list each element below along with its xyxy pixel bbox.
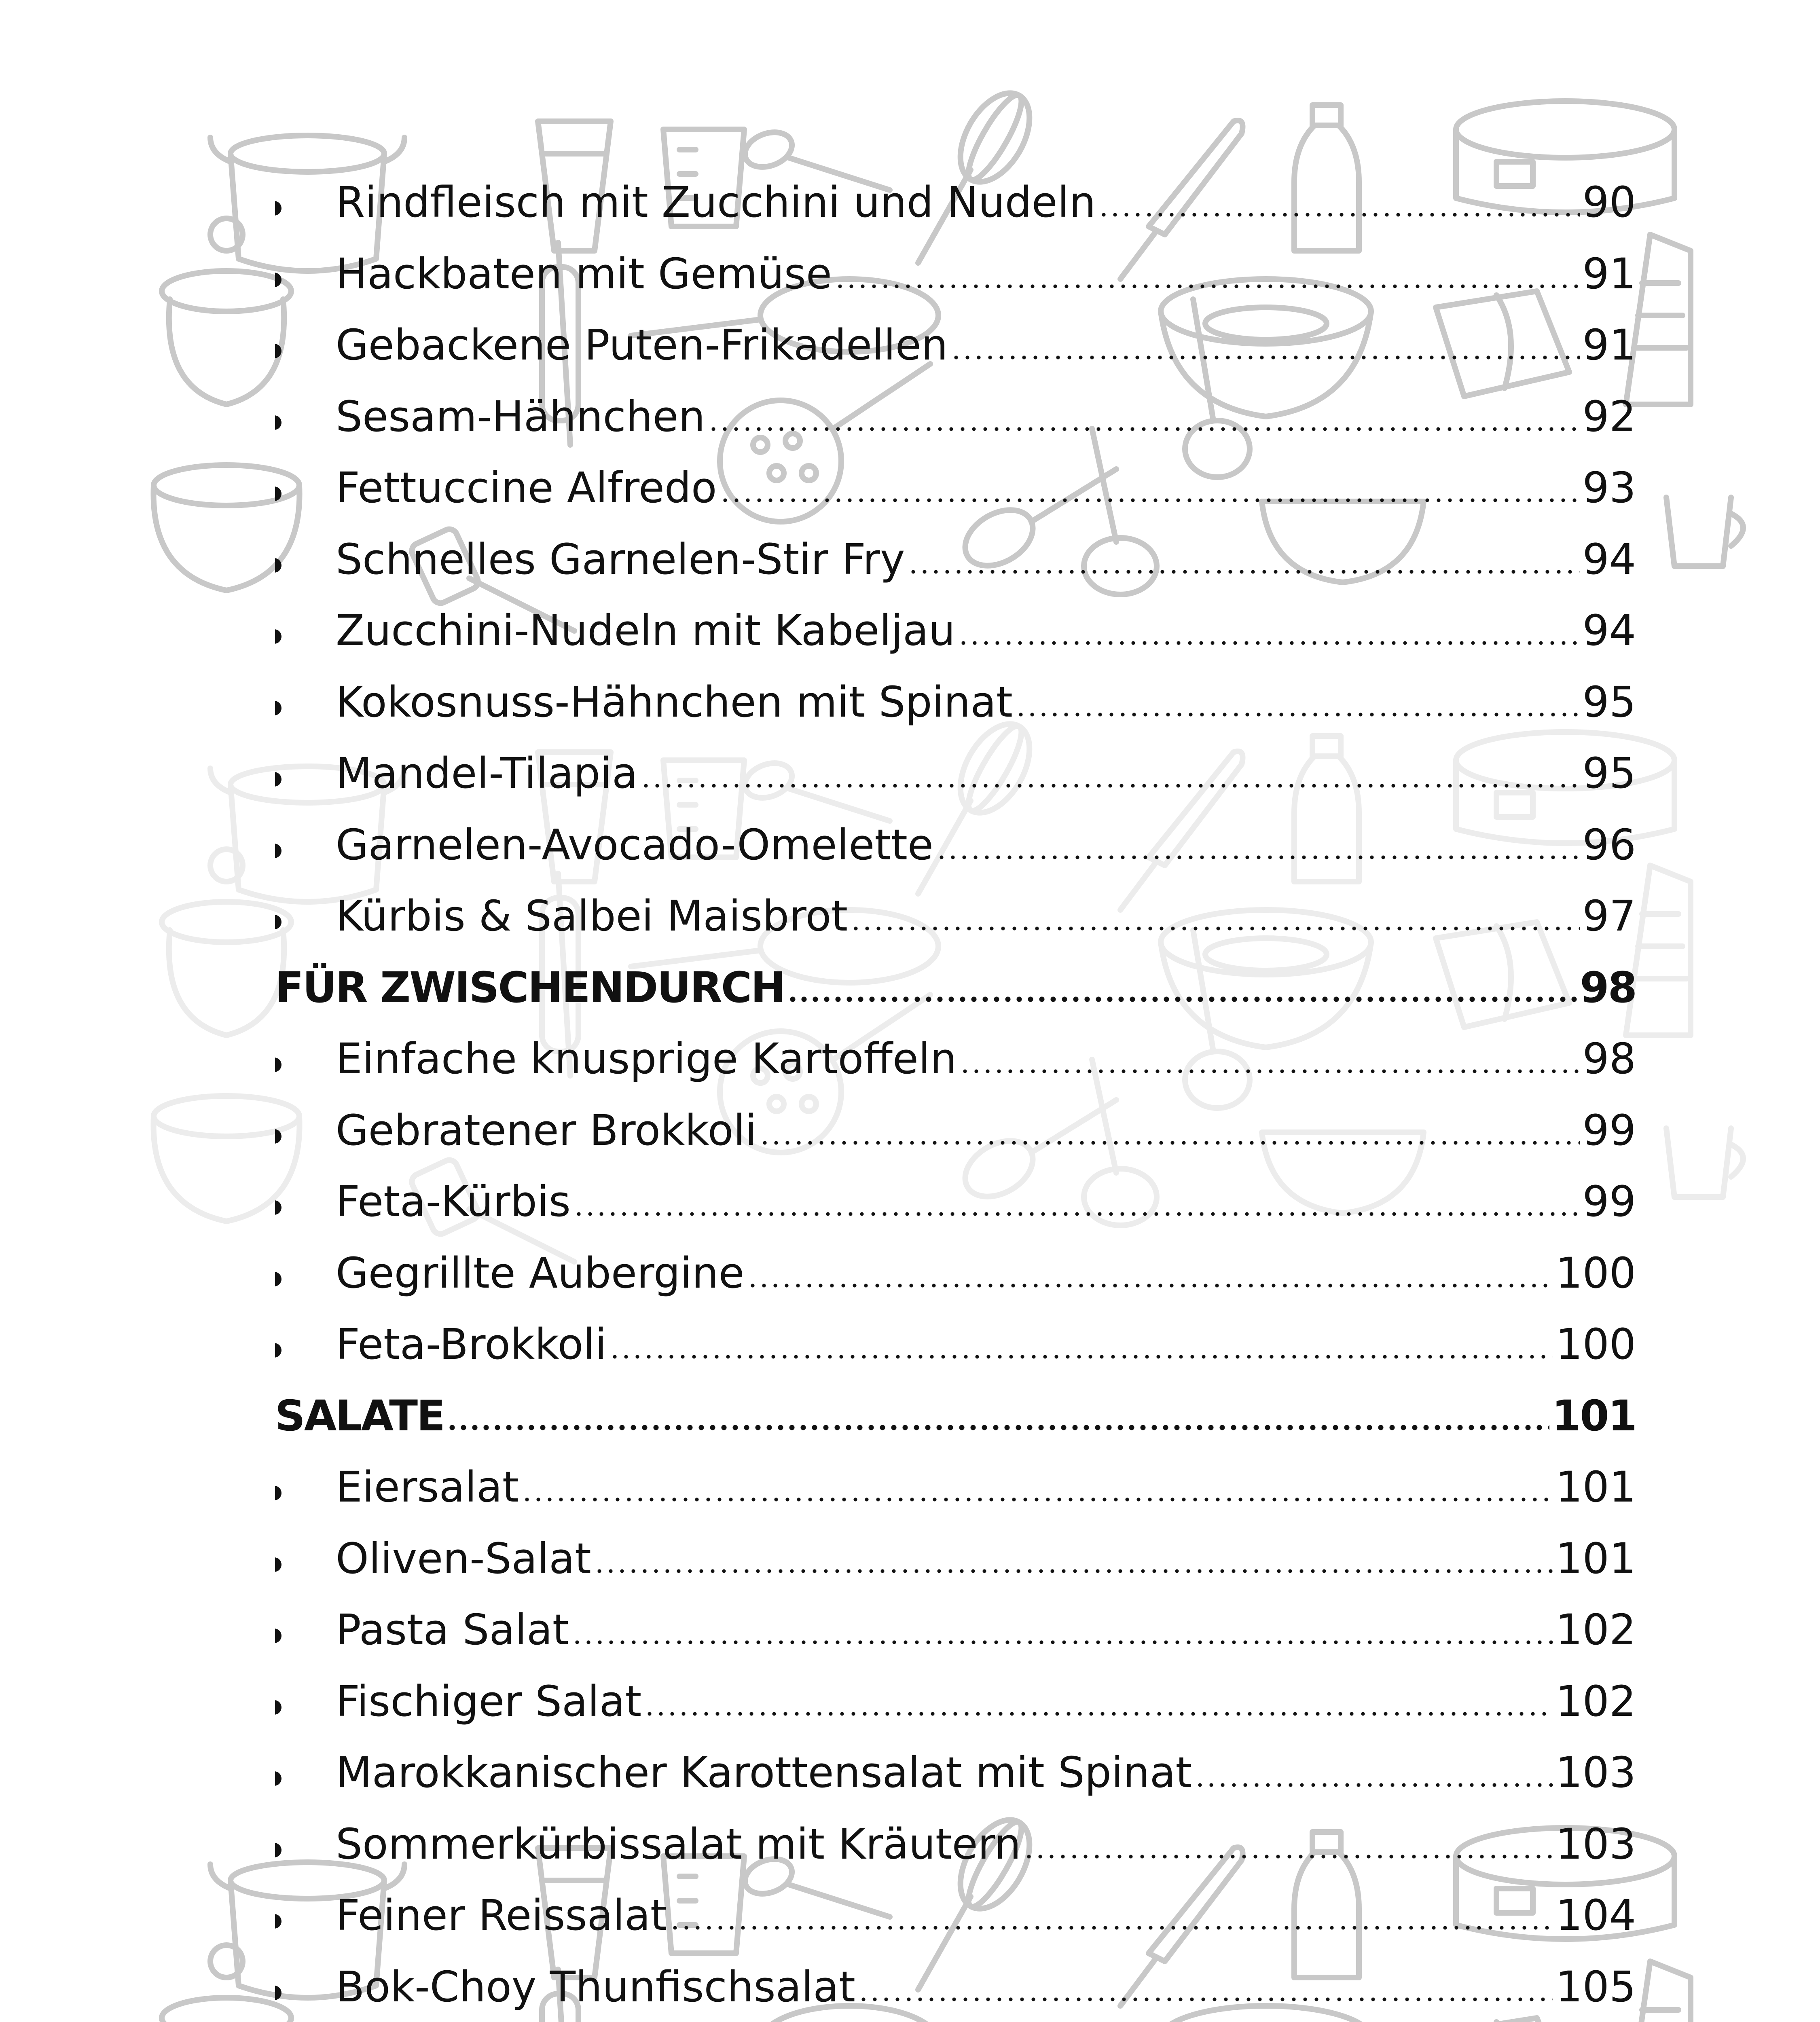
toc-entry-title: Sesam-Hähnchen	[336, 392, 705, 442]
dot-leader	[950, 355, 1580, 360]
dot-leader	[571, 1640, 1553, 1645]
dot-leader	[936, 855, 1580, 860]
toc-page-number: 90	[1582, 178, 1636, 227]
toc-page-number: 95	[1582, 749, 1636, 798]
toc-entry-title: Marokkanischer Karottensalat mit Spinat	[336, 1748, 1192, 1798]
dot-leader	[720, 498, 1580, 503]
toc-entry[interactable]	[275, 1452, 1636, 1512]
toc-entry-title: Fettuccine Alfredo	[336, 463, 717, 513]
dot-leader	[747, 1283, 1553, 1288]
dot-leader	[521, 1497, 1553, 1502]
toc-page-number: 102	[1555, 1605, 1636, 1655]
toc-entry[interactable]	[275, 1737, 1636, 1798]
toc-page-number: 91	[1582, 320, 1636, 370]
dot-leader	[1015, 712, 1580, 717]
toc-entry-title: Kürbis & Salbei Maisbrot	[336, 891, 848, 941]
toc-entry[interactable]	[275, 1238, 1636, 1299]
toc-page-number: 94	[1582, 606, 1636, 656]
toc-entry-title: Eiersalat	[336, 1462, 519, 1512]
toc-entry-title: Garnelen-Avocado-Omelette	[336, 820, 933, 870]
toc-page-number: 102	[1555, 1677, 1636, 1726]
dot-leader	[850, 926, 1580, 931]
toc-page-number: 101	[1555, 1534, 1636, 1584]
toc-entry-title: Kokosnuss-Hähnchen mit Spinat	[336, 677, 1013, 727]
toc-entry-title: Feiner Reissalat	[336, 1891, 667, 1940]
toc-entry[interactable]	[275, 1095, 1636, 1156]
dot-leader	[834, 284, 1580, 289]
toc-entry-title: Feta-Kürbis	[336, 1177, 571, 1227]
dot-leader	[858, 1997, 1553, 2002]
dot-leader	[958, 641, 1580, 645]
toc-entry-title: Zucchini-Nudeln mit Kabeljau	[336, 606, 955, 656]
toc-entry[interactable]	[275, 381, 1636, 442]
toc-entry-title: Feta-Brokkoli	[336, 1320, 607, 1369]
toc-entry[interactable]	[275, 1309, 1636, 1370]
dot-leader	[447, 1424, 1549, 1431]
dot-leader	[1023, 1854, 1553, 1859]
toc-page-number: 100	[1555, 1320, 1636, 1369]
toc-entry[interactable]	[275, 1166, 1636, 1227]
dot-leader	[959, 1069, 1580, 1074]
toc-entry[interactable]	[275, 524, 1636, 585]
toc-page-number: 105	[1555, 1962, 1636, 2012]
toc-entry-title: SALATE	[275, 1391, 444, 1441]
toc-entry[interactable]	[275, 1880, 1636, 1941]
dot-leader	[644, 1711, 1553, 1716]
dot-leader	[708, 427, 1580, 431]
toc-page-number: 98	[1580, 963, 1636, 1013]
toc-entry[interactable]	[275, 239, 1636, 299]
toc-page-number: 91	[1582, 249, 1636, 299]
dot-leader	[759, 1140, 1580, 1145]
toc-entry-title: Mandel-Tilapia	[336, 749, 638, 798]
toc-entry-title: Pasta Salat	[336, 1605, 569, 1655]
dot-leader	[609, 1354, 1553, 1359]
toc-entry[interactable]	[275, 810, 1636, 870]
toc-page-number: 92	[1582, 392, 1636, 442]
toc-entry-title: Gegrillte Aubergine	[336, 1248, 745, 1298]
toc-page-number: 101	[1555, 1462, 1636, 1512]
toc-entry-title: Schnelles Garnelen-Stir Fry	[336, 535, 905, 584]
toc-section-heading[interactable]	[275, 952, 1636, 1013]
toc-page-number: 98	[1582, 1034, 1636, 1084]
toc-page-number: 101	[1551, 1391, 1636, 1441]
dot-leader	[1098, 212, 1580, 217]
toc-entry-title: FÜR ZWISCHENDURCH	[275, 963, 785, 1013]
toc-page-number: 99	[1582, 1106, 1636, 1155]
toc-page-number: 93	[1582, 463, 1636, 513]
toc-entry-title: Hackbaten mit Gemüse	[336, 249, 832, 299]
toc-entry[interactable]	[275, 667, 1636, 728]
dot-leader	[1194, 1783, 1553, 1787]
toc-page-number: 103	[1555, 1819, 1636, 1869]
toc-entry-title: Bok-Choy Thunfischsalat	[336, 1962, 855, 2012]
toc-entry[interactable]	[275, 1809, 1636, 1870]
toc-entry-title: Rindfleisch mit Zucchini und Nudeln	[336, 178, 1096, 227]
toc-entry-title: Sommerkürbissalat mit Kräutern	[336, 1819, 1021, 1869]
toc-entry[interactable]	[275, 881, 1636, 941]
toc-entry-title: Einfache knusprige Kartoffeln	[336, 1034, 957, 1084]
toc-entry[interactable]	[275, 738, 1636, 799]
dot-leader	[573, 1212, 1580, 1216]
toc-page-number: 104	[1555, 1891, 1636, 1940]
toc-entry[interactable]	[275, 1666, 1636, 1727]
toc-entry-title: Oliven-Salat	[336, 1534, 591, 1584]
toc-entry[interactable]	[275, 167, 1636, 228]
toc-entry[interactable]	[275, 1523, 1636, 1584]
toc-entry-title: Gebackene Puten-Frikadellen	[336, 320, 948, 370]
toc-entry[interactable]	[275, 595, 1636, 656]
dot-leader	[640, 783, 1580, 788]
toc-page-number: 99	[1582, 1177, 1636, 1227]
toc-page-number: 94	[1582, 535, 1636, 584]
toc-entry[interactable]	[275, 453, 1636, 513]
toc-entry[interactable]	[275, 1595, 1636, 1655]
toc-entry-title: Fischiger Salat	[336, 1677, 642, 1726]
dot-leader	[787, 996, 1577, 1003]
toc-entry[interactable]	[275, 1024, 1636, 1084]
toc-page-number: 96	[1582, 820, 1636, 870]
toc-page-number: 100	[1555, 1248, 1636, 1298]
toc-page-number: 95	[1582, 677, 1636, 727]
toc-entry-title: Gebratener Brokkoli	[336, 1106, 757, 1155]
dot-leader	[908, 569, 1580, 574]
toc-page-number: 97	[1582, 891, 1636, 941]
toc-entry[interactable]	[275, 1952, 1636, 2012]
toc-entry[interactable]	[275, 310, 1636, 370]
toc-section-heading[interactable]	[275, 1381, 1636, 1441]
dot-leader	[594, 1569, 1553, 1574]
toc-page-number: 103	[1555, 1748, 1636, 1798]
dot-leader	[669, 1925, 1553, 1930]
